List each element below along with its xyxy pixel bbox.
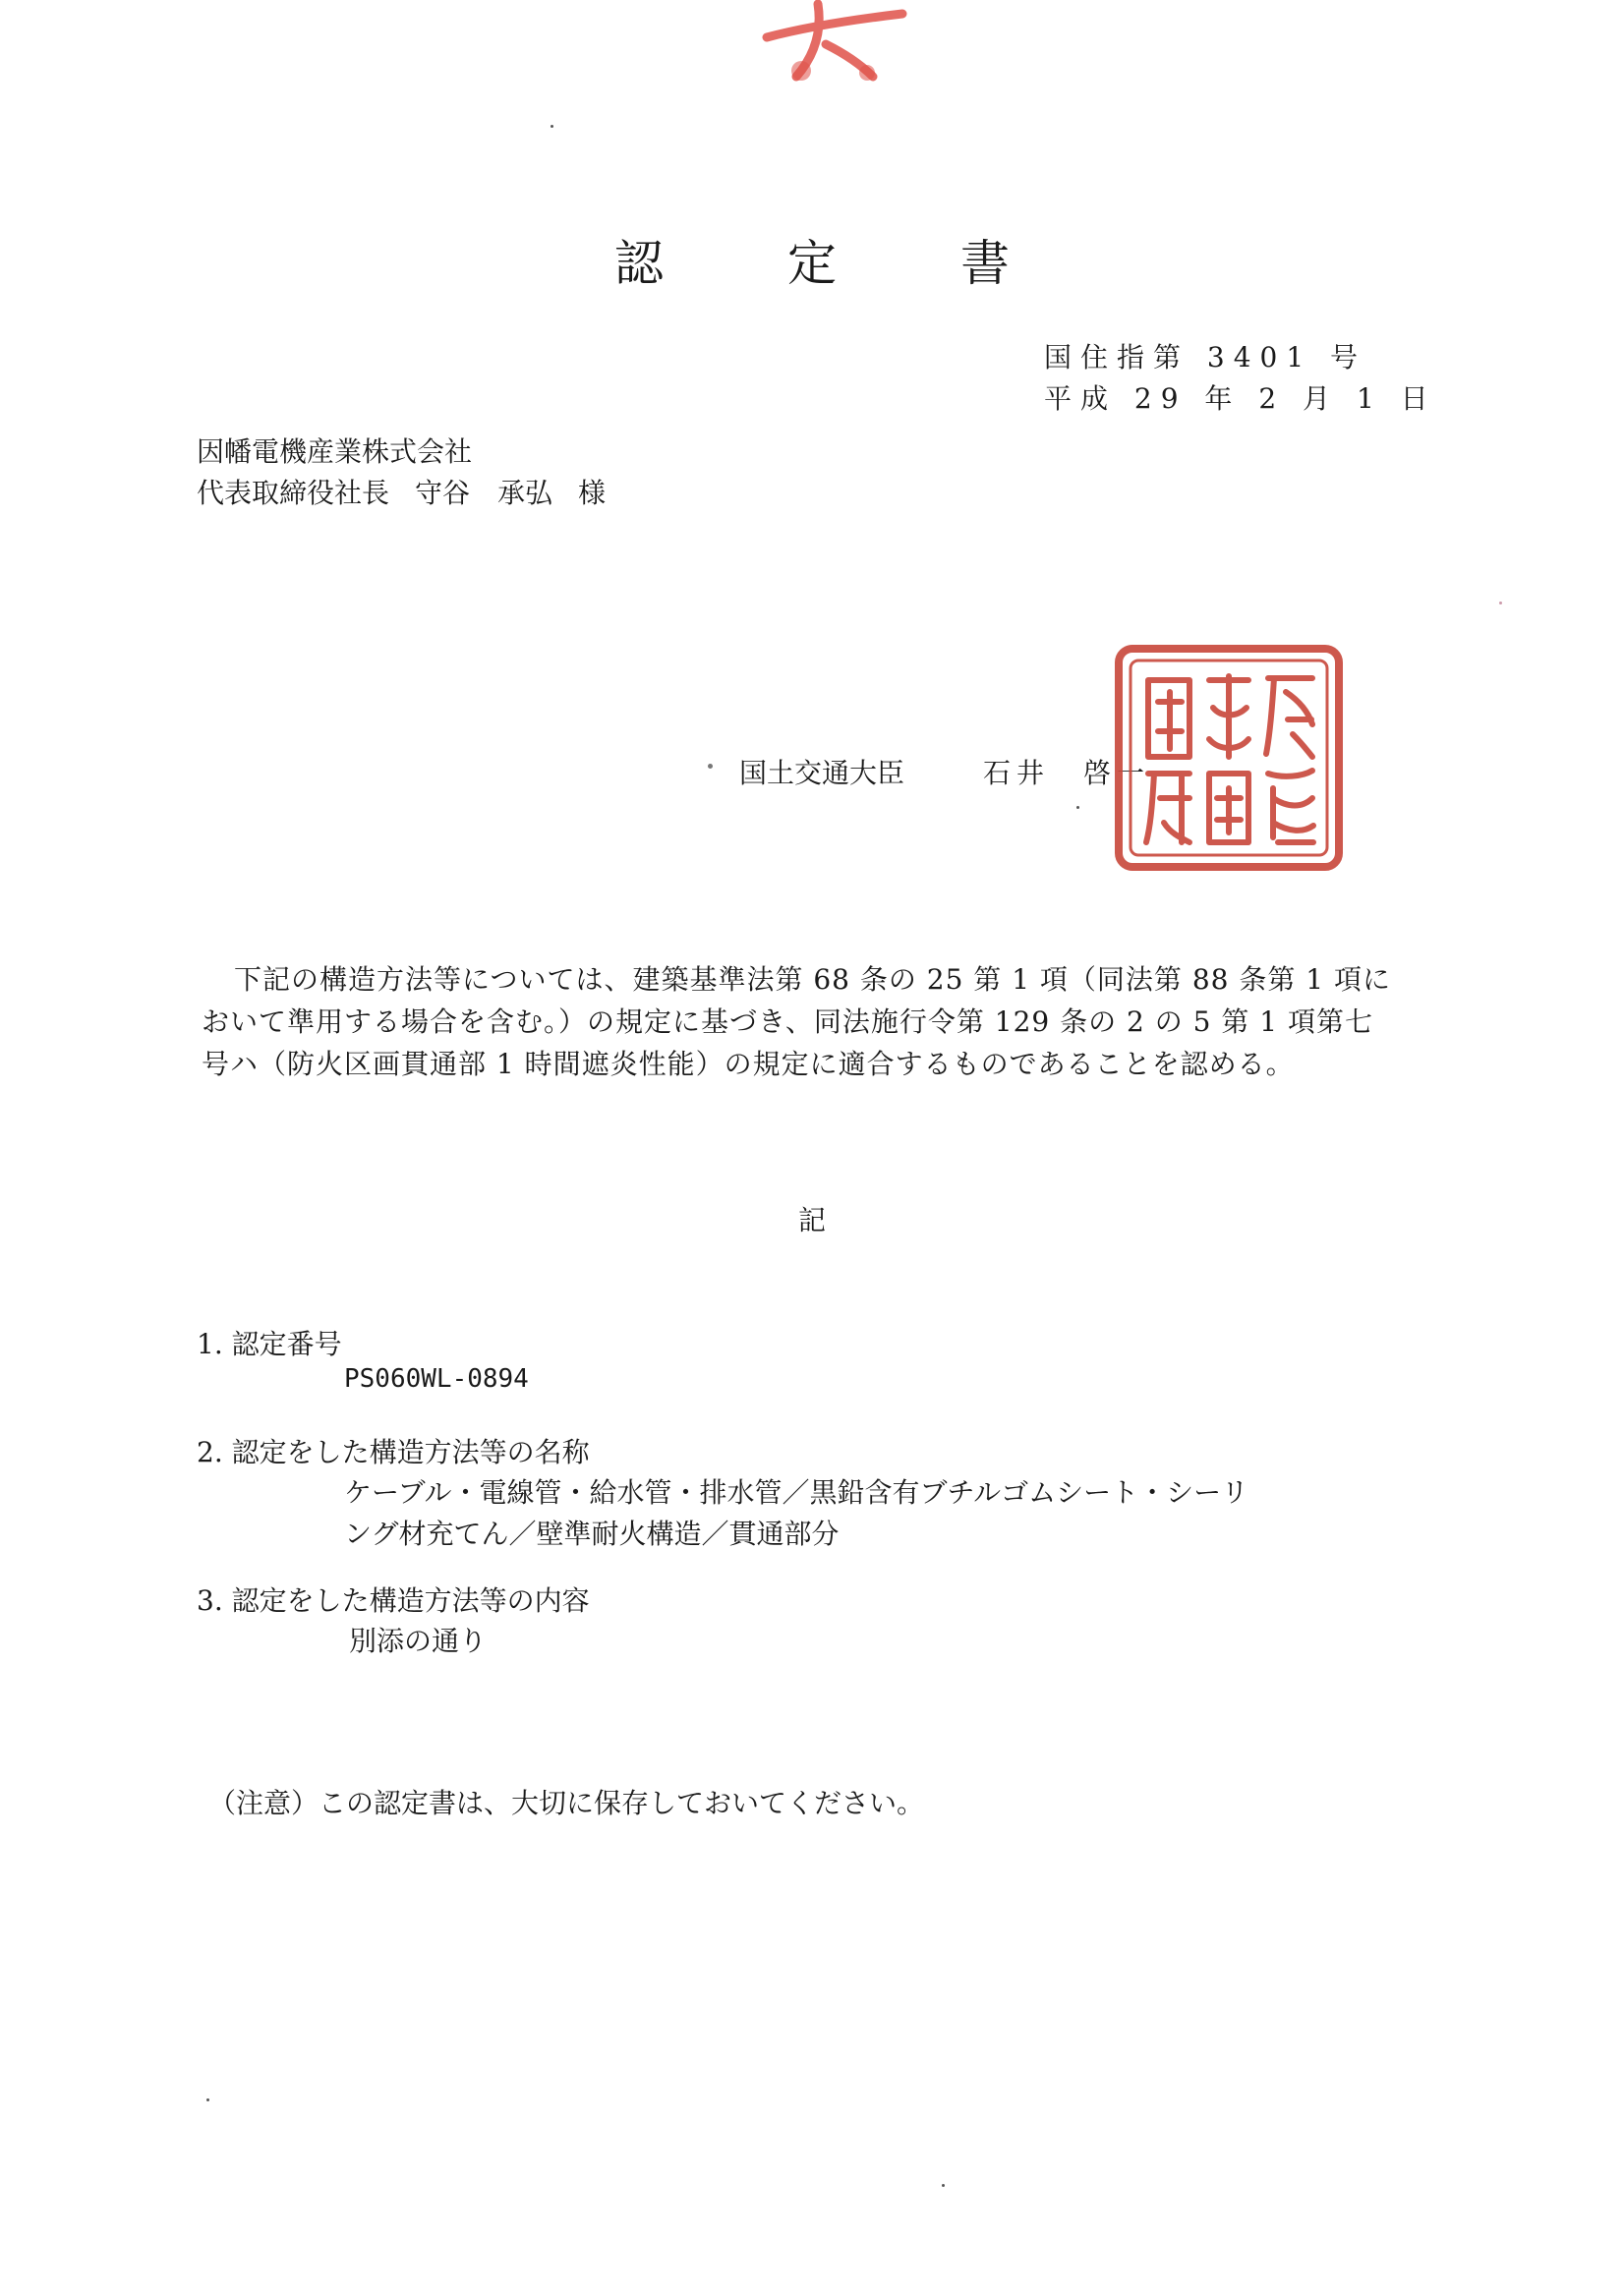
item-3-content: 別添の通り (349, 1625, 488, 1657)
body-paragraph-line-1: 下記の構造方法等については、建築基準法第 68 条の 25 第 1 項（同法第 88 条第 1 項に (234, 963, 1391, 996)
body-paragraph-line-2: おいて準用する場合を含む。）の規定に基づき、同法施行令第 129 条の 2 の 5 第 1 項第七 (202, 1005, 1373, 1038)
scan-speck (1499, 602, 1502, 604)
official-seal-stamp (1111, 641, 1347, 875)
recipient-position: 代表取締役社長 (197, 477, 390, 509)
recipient-honorific: 様 (578, 477, 607, 509)
scan-speck (551, 125, 553, 128)
recipient-name: 守谷 承弘 (415, 477, 553, 509)
scan-speck (1076, 806, 1079, 809)
recipient-company: 因幡電機産業株式会社 (197, 435, 473, 468)
document-title: 認 定 書 (614, 235, 1047, 292)
item-2-name-line-2: ング材充てん／壁準耐火構造／貫通部分 (344, 1518, 840, 1550)
item-2-heading: 2. 認定をした構造方法等の名称 (197, 1436, 590, 1468)
top-red-mark (757, 0, 914, 84)
body-paragraph-line-3: 号ハ（防火区画貫通部 1 時間遮炎性能）の規定に適合するものであることを認める。 (202, 1048, 1295, 1080)
document-date: 平成 29 年 2 月 1 日 (1044, 382, 1437, 415)
document-number: 国住指第 3401 号 (1044, 341, 1367, 373)
recipient-person (197, 472, 606, 511)
scan-speck (206, 2098, 209, 2101)
item-2-name-line-1: ケーブル・電線管・給水管・排水管／黒鉛含有ブチルゴムシート・シーリ (344, 1476, 1249, 1509)
ki-heading: 記 (797, 1204, 826, 1236)
item-1-heading: 1. 認定番号 (197, 1328, 342, 1360)
caution-note: （注意）この認定書は、大切に保存しておいてください。 (208, 1787, 925, 1819)
item-3-heading: 3. 認定をした構造方法等の内容 (197, 1584, 590, 1617)
scan-speck (708, 764, 713, 769)
issuer-title: 国土交通大臣 (739, 757, 905, 789)
issuer-name: 石井 啓一 (983, 757, 1151, 789)
scan-speck (942, 2184, 945, 2187)
item-1-certification-number: PS060WL-0894 (344, 1364, 529, 1394)
